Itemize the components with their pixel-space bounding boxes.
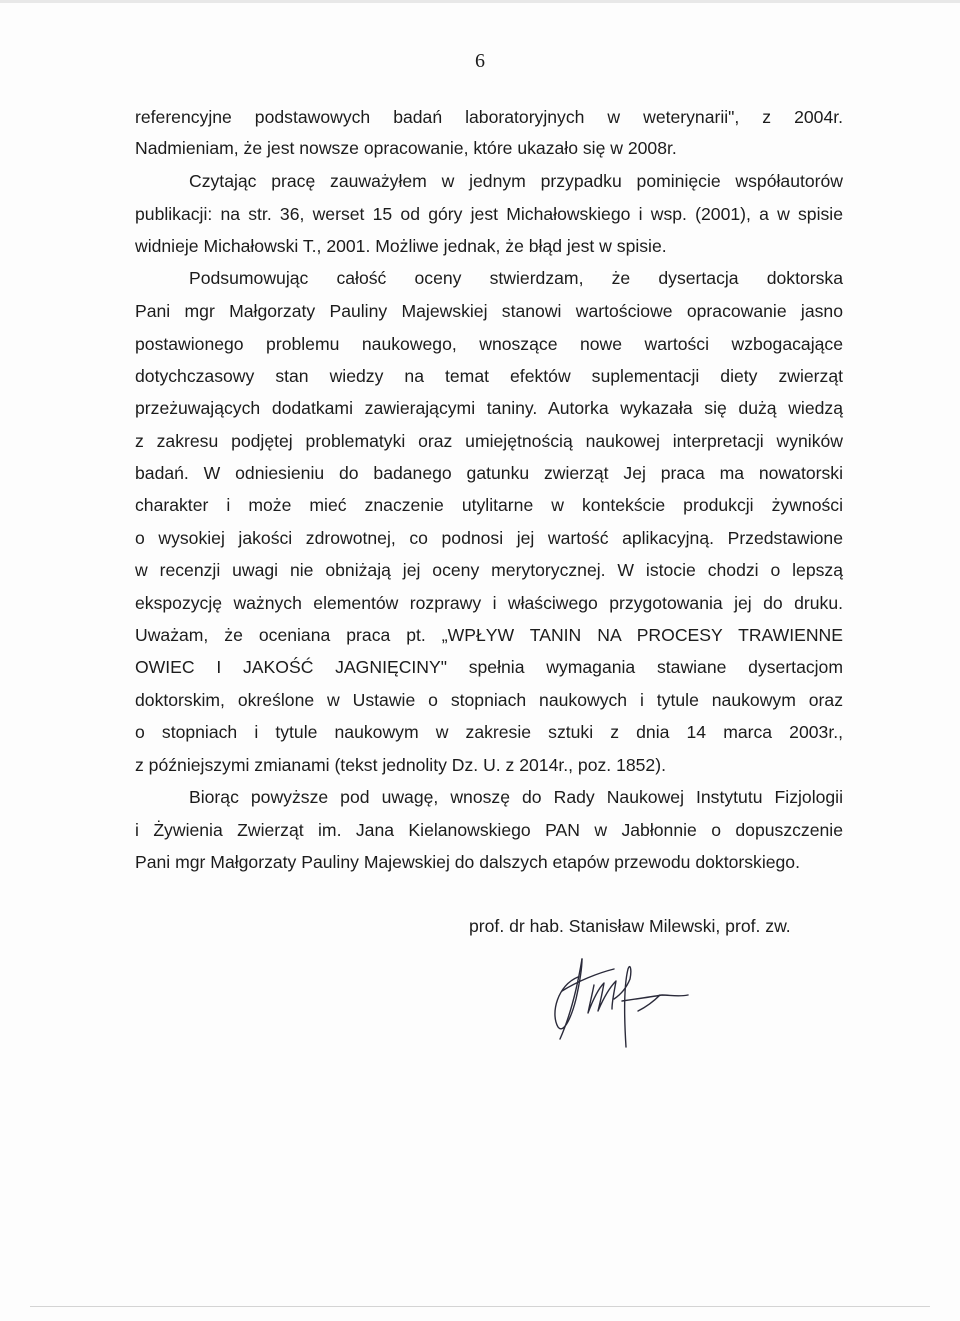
text-line: charakter i może mieć znaczenie utylitarne w kontekście produkcji żywności: [135, 495, 843, 515]
text-line: z zakresu podjętej problematyki oraz umiejętnością naukowej interpretacji wyników: [135, 431, 843, 451]
text-line: postawionego problemu naukowego, wnoszące nowe wartości wzbogacające: [135, 334, 843, 354]
signatory-name: prof. dr hab. Stanisław Milewski, prof. zw.: [469, 916, 791, 936]
text-line: przeżuwających dodatkami zawierającymi taniny. Autorka wykazała się dużą wiedzą: [135, 398, 843, 418]
text-line: Biorąc powyższe pod uwagę, wnoszę do Rady Naukowej Instytutu Fizjologii: [189, 787, 843, 807]
page-number: 6: [475, 50, 485, 72]
text-line: Czytając pracę zauważyłem w jednym przypadku pominięcie współautorów: [189, 171, 843, 191]
text-line: dotychczasowy stan wiedzy na temat efektów suplementacji diety zwierząt: [135, 366, 843, 386]
scan-top-edge: [0, 0, 960, 3]
text-line: widnieje Michałowski T., 2001. Możliwe jednak, że błąd jest w spisie.: [135, 236, 667, 256]
text-line: w recenzji uwagi nie obniżają jej oceny merytorycznej. W istocie chodzi o lepszą: [135, 560, 843, 580]
text-line: Pani mgr Małgorzaty Pauliny Majewskiej do dalszych etapów przewodu doktorskiego.: [135, 852, 800, 872]
text-line: z późniejszymi zmianami (tekst jednolity Dz. U. z 2014r., poz. 1852).: [135, 755, 666, 775]
text-line: i Żywienia Zwierząt im. Jana Kielanowskiego PAN w Jabłonnie o dopuszczenie: [135, 820, 843, 840]
scan-bottom-rule: [30, 1306, 930, 1307]
text-line: publikacji: na str. 36, werset 15 od góry jest Michałowskiego i wsp. (2001), a w spisie: [135, 204, 843, 224]
text-line: Uważam, że oceniana praca pt. „WPŁYW TANIN NA PROCESY TRAWIENNE: [135, 625, 843, 645]
text-line: ekspozycję ważnych elementów rozprawy i właściwego przygotowania jej do druku.: [135, 593, 843, 613]
handwritten-signature: [538, 955, 698, 1055]
text-line: o wysokiej jakości zdrowotnej, co podnosi jej wartość aplikacyjną. Przedstawione: [135, 528, 843, 548]
text-line: Pani mgr Małgorzaty Pauliny Majewskiej stanowi wartościowe opracowanie jasno: [135, 301, 843, 321]
text-line: referencyjne podstawowych badań laboratoryjnych w weterynarii", z 2004r.: [135, 107, 843, 127]
text-line: o stopniach i tytule naukowym w zakresie sztuki z dnia 14 marca 2003r.,: [135, 722, 843, 742]
text-line: Podsumowując całość oceny stwierdzam, że dysertacja doktorska: [189, 268, 843, 288]
text-line: badań. W odniesieniu do badanego gatunku zwierząt Jej praca ma nowatorski: [135, 463, 843, 483]
text-line: doktorskim, określone w Ustawie o stopniach naukowych i tytule naukowym oraz: [135, 690, 843, 710]
text-line: Nadmieniam, że jest nowsze opracowanie, które ukazało się w 2008r.: [135, 138, 677, 158]
text-line: OWIEC I JAKOŚĆ JAGNIĘCINY" spełnia wymagania stawiane dysertacjom: [135, 657, 843, 677]
